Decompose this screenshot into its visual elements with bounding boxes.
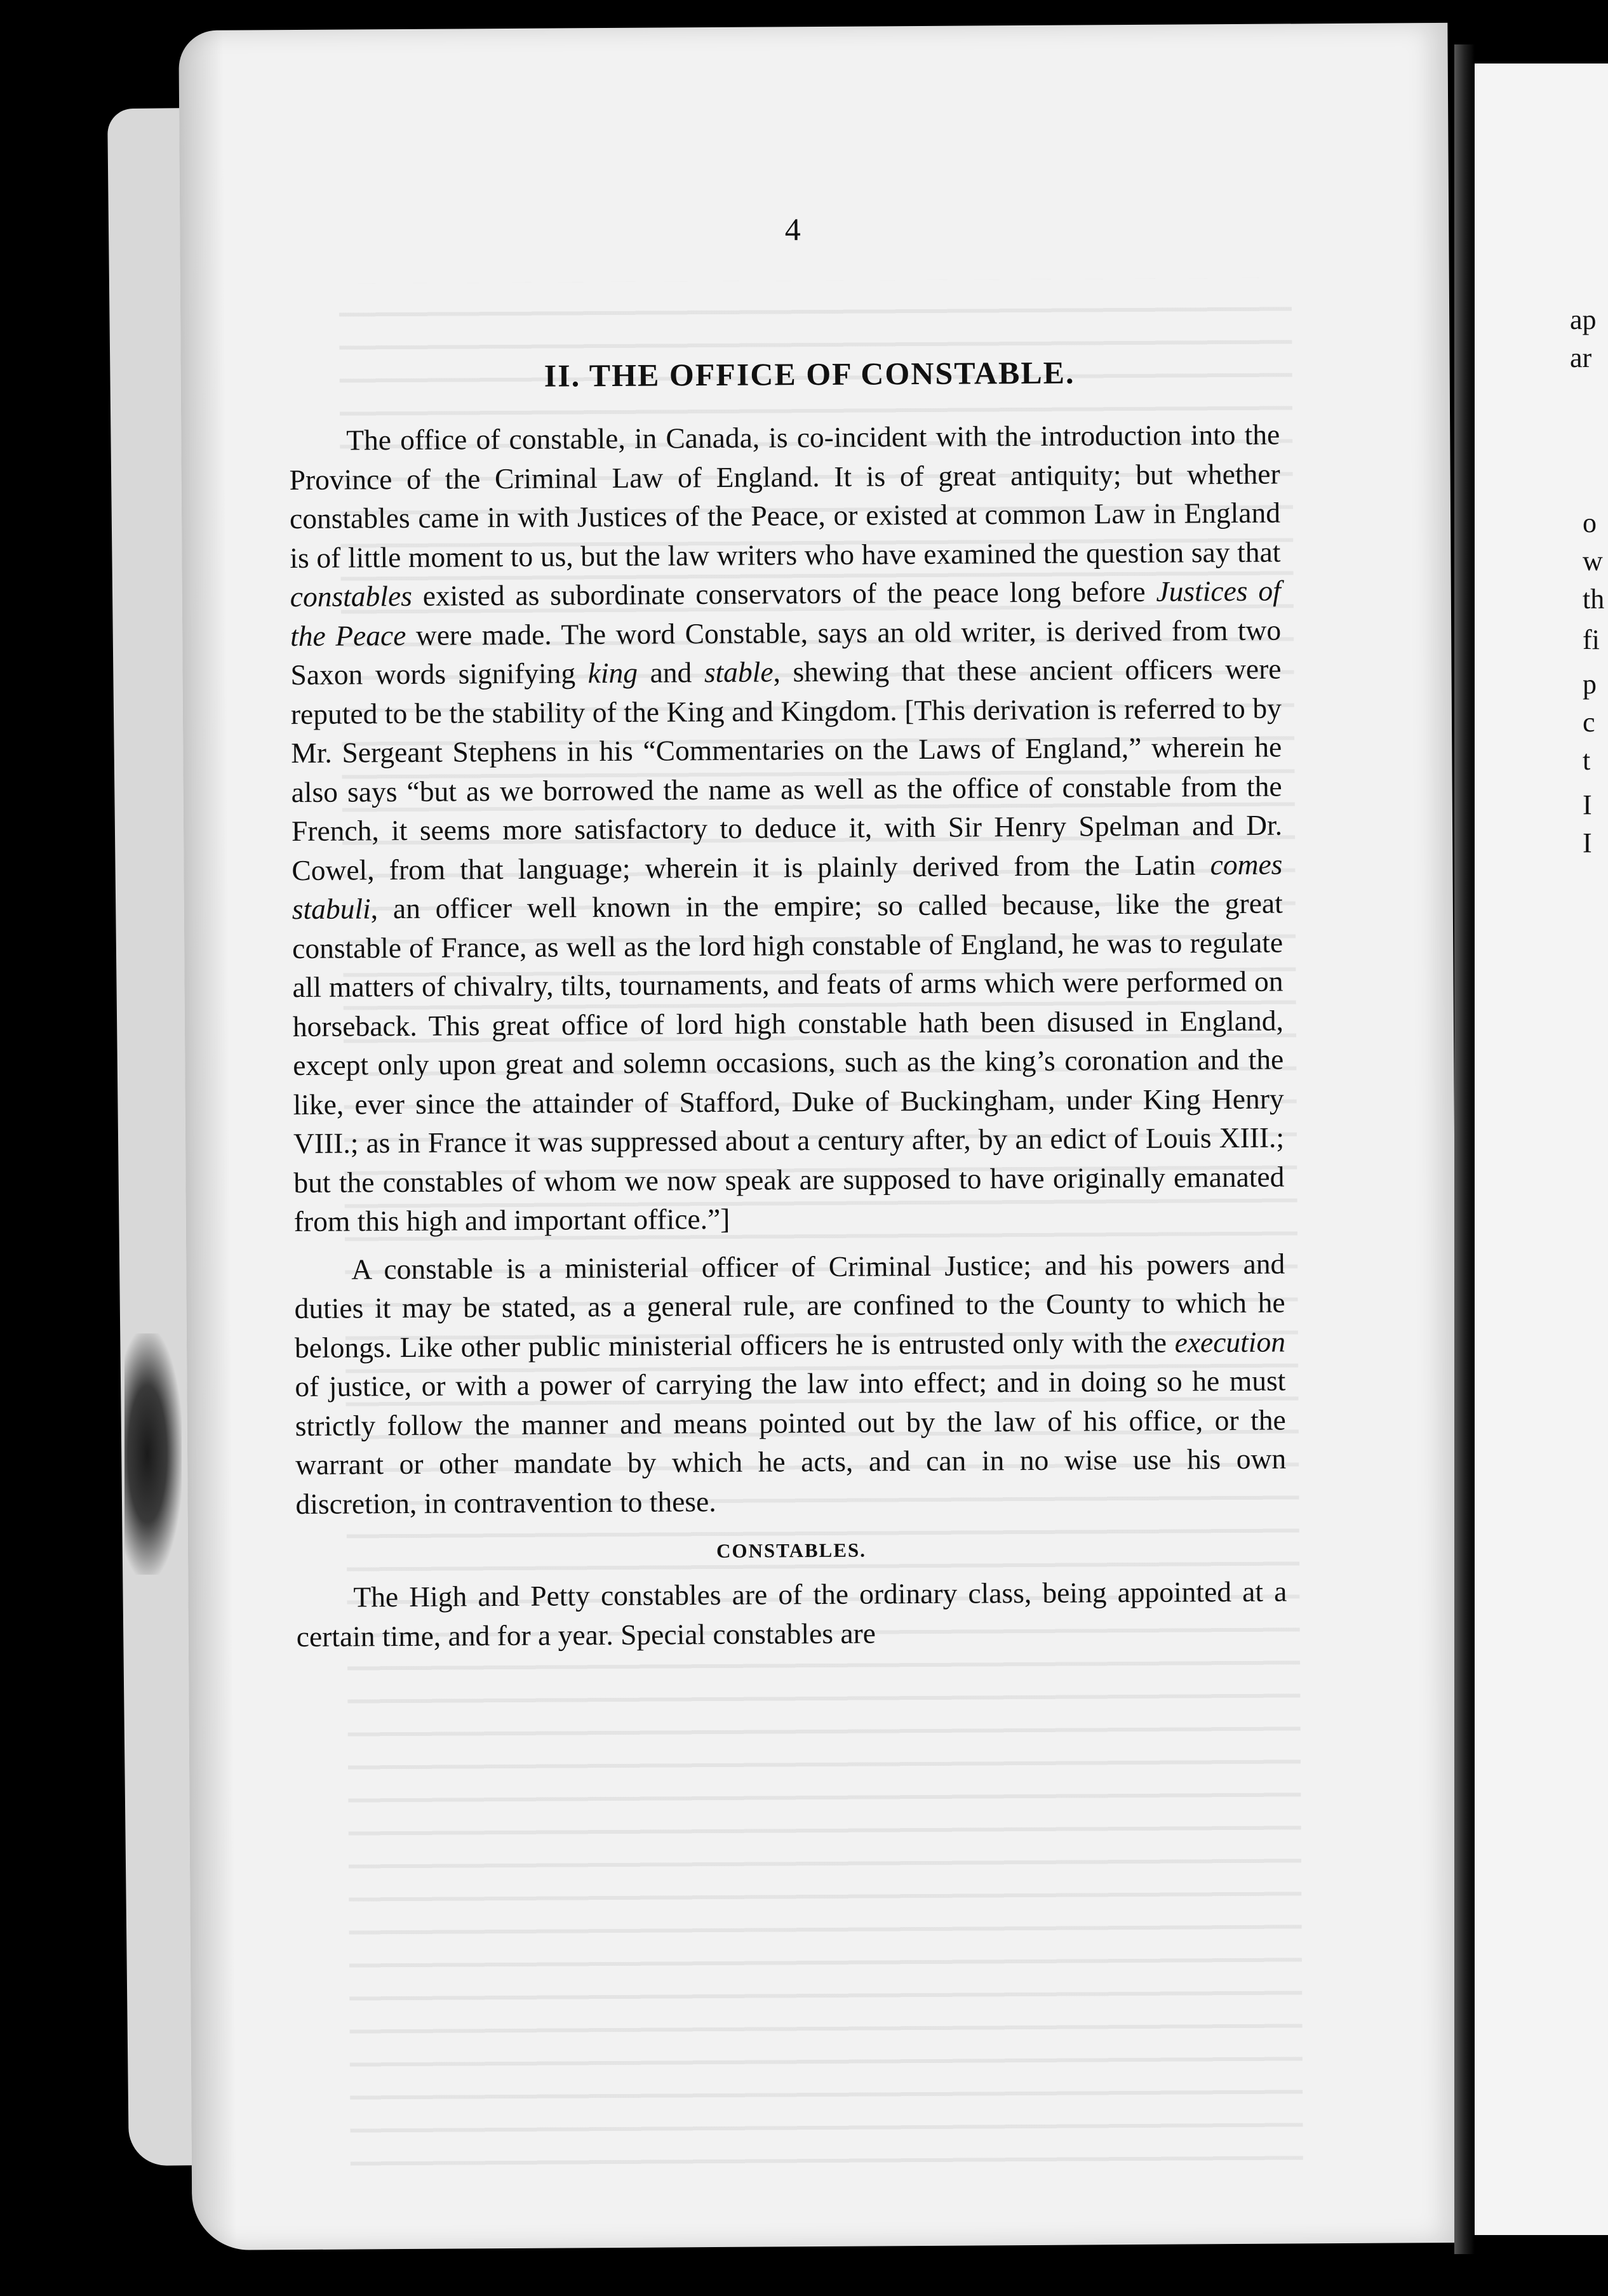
text-run: and bbox=[637, 656, 705, 689]
facing-page bbox=[1475, 63, 1608, 2235]
facing-page-fragment: p bbox=[1583, 669, 1597, 700]
page-stain bbox=[124, 1333, 182, 1575]
text-run: of justice, or with a power of carrying the law into effect; and in doing so he must strictly follow the manner and means pointed out by the law of his office, or the warrant or other mandate by which he acts, and can in no wise use his own discretion, in contravention to these. bbox=[295, 1364, 1287, 1520]
facing-page-fragment: w bbox=[1583, 545, 1603, 577]
italic-run: comes stabuli bbox=[291, 848, 1283, 926]
text-run: , shewing that these ancient officers were reputed to be the stability of the King and Kingdom. [This derivation is referred to by Mr. Sergeant Stephens in his “Commentaries on the Laws of England,” wherein he also says “but as we borrowed the name as well as the office of constable from the French, it seems more satisfactory to deduce it, with Sir Henry Spelman and Dr. Cowel, from that language; wherein it is plainly derived from the Latin bbox=[290, 652, 1283, 886]
page-content bbox=[288, 208, 1287, 1656]
subheading-constables: CONSTABLES. bbox=[716, 1538, 867, 1563]
book-gutter bbox=[1454, 44, 1475, 2254]
italic-run: execution bbox=[1174, 1325, 1286, 1359]
text-run: existed as subordinate conservators of the peace long before bbox=[412, 575, 1156, 612]
facing-page-fragment: fi bbox=[1583, 624, 1600, 655]
facing-page-fragment: I bbox=[1583, 789, 1592, 820]
page-number: 4 bbox=[784, 211, 801, 248]
facing-page-fragment: c bbox=[1583, 707, 1595, 738]
paragraph-high-and-petty: The High and Petty constables are of the ordinary class, being appointed at a certain time, and for a year. Special constables are bbox=[296, 1575, 1287, 1653]
facing-page-fragment: th bbox=[1583, 584, 1605, 615]
paragraph-ministerial-officer bbox=[294, 1244, 1287, 1523]
italic-run: stable bbox=[704, 655, 774, 689]
italic-run: constables bbox=[290, 579, 413, 613]
text-run: , an officer well known in the empire; so called because, like the great constable of France, as well as the lord high constable of England, he was to regulate all matters of chivalry, tilts, tournaments, and feats of arms which were performed on horseback. This great office of lord high constable hath been disused in England, except only upon great and solemn occasions, such as the king’s coronation and the like, ever since the attainder of Stafford, Duke of Buckingham, under King Henry VIII.; as in France it was suppressed about a century after, by an edict of Louis XIII.; but the constables of whom we now speak are supposed to have originally emanated from this high and important office.”] bbox=[292, 886, 1285, 1238]
section-title: II. THE OFFICE OF CONSTABLE. bbox=[544, 354, 1075, 394]
document-page bbox=[178, 23, 1461, 2250]
facing-page-fragment: ar bbox=[1570, 342, 1592, 373]
text-run: The office of constable, in Canada, is co-incident with the introduction into the Province of the Criminal Law of England. It is of great antiquity; but whether constables came in with Justices of the Peace, or existed at common Law in England is of little moment to us, but the law writers who have examined the question say that bbox=[289, 418, 1281, 574]
text-run: were made. The word Constable, says an old writer, is derived from two Saxon words signifying bbox=[290, 613, 1282, 691]
italic-run: king bbox=[587, 656, 638, 690]
facing-page-fragment: o bbox=[1583, 507, 1597, 538]
italic-run: Justices of the Peace bbox=[290, 574, 1281, 652]
paragraph-origin-of-office bbox=[289, 415, 1285, 1241]
facing-page-fragment: t bbox=[1583, 745, 1591, 776]
facing-page-fragment: I bbox=[1583, 827, 1592, 858]
text-run: A constable is a ministerial officer of Criminal Justice; and his powers and duties it may be stated, as a general rule, are confined to the County to which he belongs. Like other public ministerial officers he is entrusted only with the bbox=[294, 1247, 1285, 1364]
facing-page-fragment: ap bbox=[1570, 304, 1597, 335]
